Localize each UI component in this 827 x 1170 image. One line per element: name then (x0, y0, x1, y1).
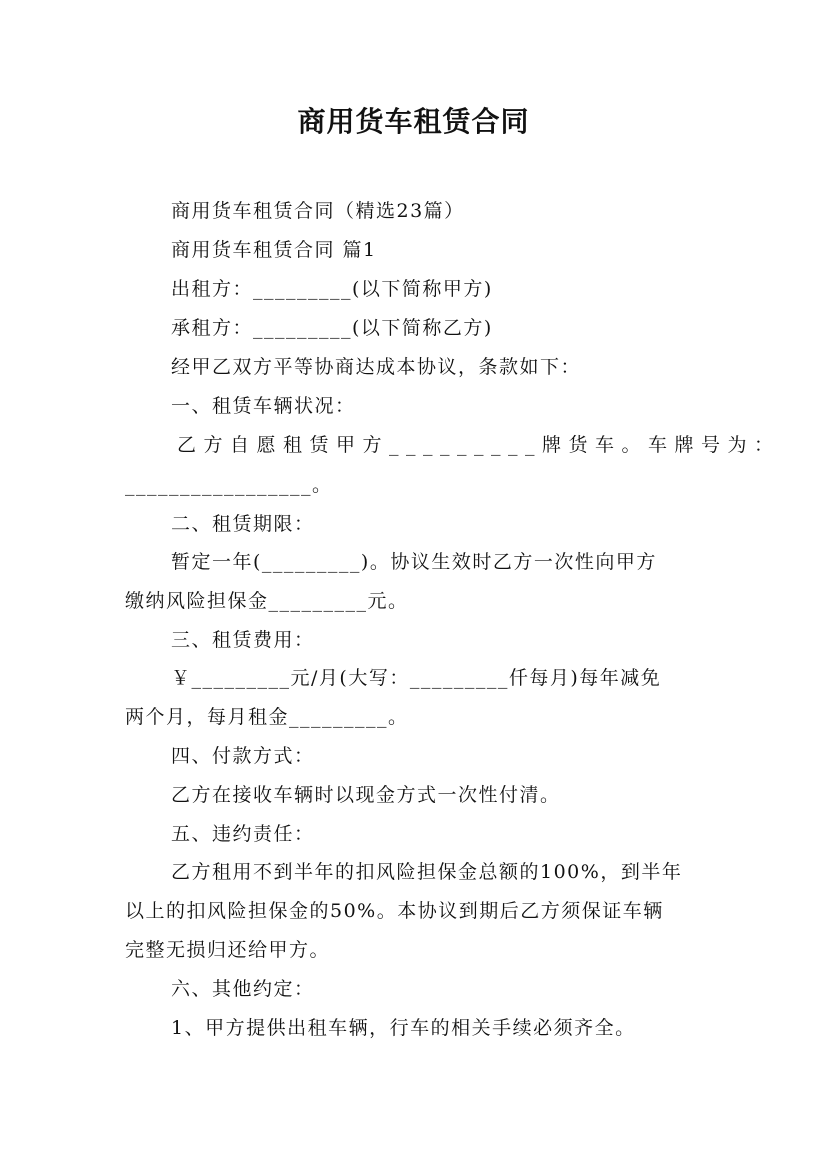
clause-5-text-cont-2: 完整无损归还给甲方。 (125, 939, 331, 961)
lessor-line: 出租方：_________(以下简称甲方) (171, 278, 493, 300)
clause-3-text: ￥_________元/月(大写：_________仟每月)每年减免 (171, 667, 662, 689)
clause-2-heading: 二、租赁期限： (171, 513, 315, 535)
clause-1-text-cont: _________________。 (125, 474, 333, 496)
doc-subtitle: 商用货车租赁合同（精选23篇） (171, 200, 465, 222)
document-title: 商用货车租赁合同 (297, 105, 530, 138)
clause-1-text: 乙方自愿租赁甲方_________牌货车。车牌号为： (177, 434, 781, 456)
clause-2-text-cont: 缴纳风险担保金_________元。 (125, 590, 409, 612)
clause-6-item-1: 1、甲方提供出租车辆，行车的相关手续必须齐全。 (171, 1017, 636, 1039)
agreement-intro: 经甲乙双方平等协商达成本协议，条款如下： (171, 356, 582, 378)
clause-5-text: 乙方租用不到半年的扣风险担保金总额的100%，到半年 (171, 861, 683, 883)
clause-6-heading: 六、其他约定： (171, 978, 315, 1000)
clause-4-text: 乙方在接收车辆时以现金方式一次性付清。 (171, 784, 561, 806)
clause-4-heading: 四、付款方式： (171, 745, 315, 767)
clause-1-heading: 一、租赁车辆状况： (171, 395, 356, 417)
clause-5-heading: 五、违约责任： (171, 823, 315, 845)
clause-3-heading: 三、租赁费用： (171, 629, 315, 651)
lessee-line: 承租方：_________(以下简称乙方) (171, 317, 493, 339)
clause-2-text: 暂定一年(_________)。协议生效时乙方一次性向甲方 (171, 551, 657, 573)
clause-3-text-cont: 两个月，每月租金_________。 (125, 706, 409, 728)
section-heading-part1: 商用货车租赁合同 篇1 (171, 239, 377, 261)
clause-5-text-cont: 以上的扣风险担保金的50%。本协议到期后乙方须保证车辆 (125, 900, 664, 922)
